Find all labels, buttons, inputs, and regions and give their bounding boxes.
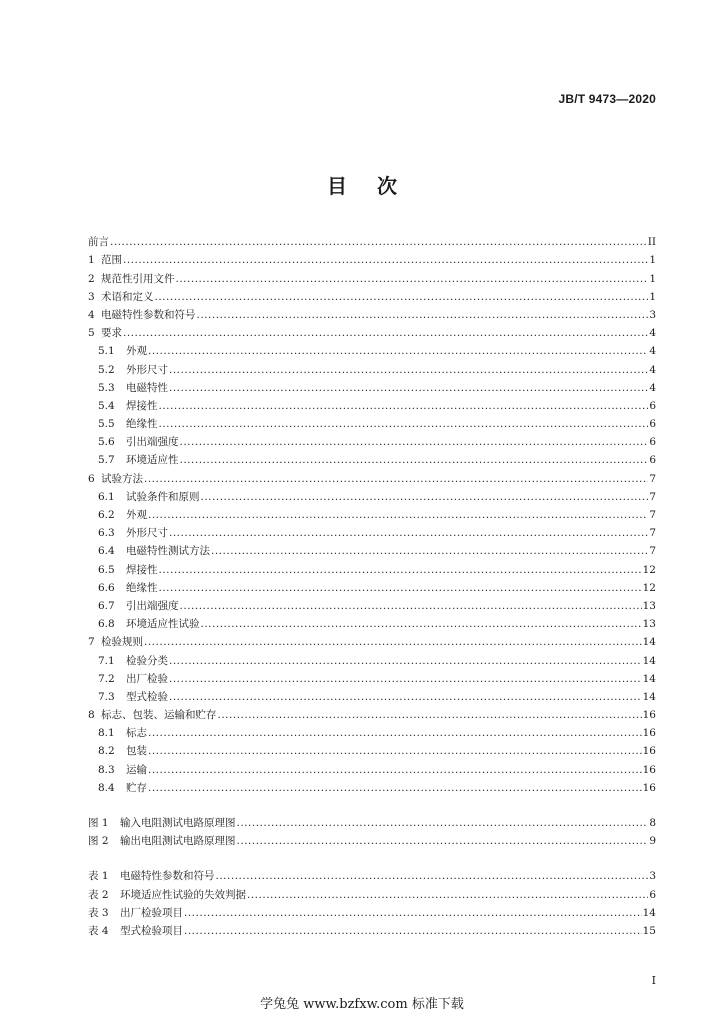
toc-entry[interactable] [88,413,656,431]
toc-entry-page: 15 [642,924,656,937]
toc-leader-dots [176,272,649,286]
page-number: I [651,974,656,987]
toc-entry-number: 表 4 [88,924,109,937]
toc-entry-page: 7 [649,490,656,503]
toc-entry-label: 绝缘性 [126,418,158,431]
toc-entry-number: 表 2 [88,888,109,901]
toc-leader-dots [197,308,649,322]
toc-entry[interactable] [88,286,656,304]
toc-entry-label: 焊接性 [126,563,158,576]
toc-leader-dots [180,599,642,613]
toc-entry[interactable] [88,304,656,322]
toc-entry[interactable] [88,504,656,522]
page-title: 目次 [327,174,427,198]
toc-entry-page: 16 [642,781,656,794]
toc-entry-page: II [647,236,656,249]
toc-entry[interactable] [88,231,656,249]
toc-entry[interactable] [88,249,656,267]
toc-entry-page: 3 [649,870,656,883]
toc-entry-number: 7.3 [98,690,115,703]
toc-entry-page: 12 [642,581,656,594]
toc-leader-dots [148,744,642,758]
toc-leader-dots [144,635,642,649]
toc-entry-number: 5.1 [98,345,115,358]
toc-entry[interactable] [88,758,656,776]
toc-entry-page: 6 [649,454,656,467]
toc-entry-label: 试验方法 [101,472,143,485]
toc-entry-page: 3 [649,308,656,321]
toc-leader-dots [148,763,642,777]
table-of-contents [88,231,656,938]
toc-entry[interactable] [88,649,656,667]
toc-leader-dots [201,490,649,504]
toc-entry-number: 5.3 [98,381,115,394]
toc-entry[interactable] [88,722,656,740]
toc-entry-number: 6.1 [98,490,115,503]
toc-entry-number: 7 [88,636,95,649]
toc-entry-page: 16 [642,709,656,722]
toc-entry-number: 2 [88,272,95,285]
toc-entry[interactable] [88,704,656,722]
toc-sections [88,231,656,795]
toc-entry-page: 14 [642,690,656,703]
toc-entry[interactable] [88,920,656,938]
toc-entry[interactable] [88,431,656,449]
toc-leader-dots [237,816,649,830]
toc-entry-number: 6.8 [98,618,115,631]
toc-entry-label: 规范性引用文件 [101,272,175,285]
toc-leader-dots [123,326,648,340]
toc-entry-label: 电磁特性参数和符号 [101,308,196,321]
toc-entry[interactable] [88,449,656,467]
toc-entry[interactable] [88,377,656,395]
toc-leader-dots [180,435,649,449]
toc-entry-page: 6 [649,436,656,449]
toc-entry[interactable] [88,595,656,613]
toc-entry-page: 7 [649,509,656,521]
toc-entry-label: 引出端强度 [126,599,179,612]
toc-entry-page: 7 [649,472,656,485]
standard-number: JB/T 9473—2020 [558,92,656,106]
toc-entry-number: 8.1 [98,727,115,740]
toc-leader-dots [144,472,648,486]
toc-entry-page: 14 [642,672,656,685]
toc-entry-number: 1 [88,254,95,267]
toc-entry-page: 4 [649,381,656,394]
toc-leader-dots [148,726,642,740]
toc-entry[interactable] [88,631,656,649]
toc-entry[interactable] [88,522,656,540]
toc-entry-number: 5.7 [98,454,115,467]
toc-entry-page: 14 [642,636,656,649]
toc-entry-label: 型式检验 [126,690,168,703]
toc-entry-page: 14 [642,906,656,919]
toc-entry-page: 1 [649,290,656,303]
toc-entry-page: 6 [649,399,656,412]
toc-leader-dots [148,344,648,358]
toc-entry-number: 4 [88,308,95,321]
toc-entry-label: 外观 [126,345,147,358]
toc-entry[interactable] [88,740,656,758]
toc-entry-page: 4 [649,345,656,358]
toc-entry[interactable] [88,830,656,848]
toc-entry-page: 13 [642,599,656,612]
toc-entry-page: 6 [649,888,656,901]
toc-entry-label: 环境适应性试验 [126,618,200,631]
toc-leader-dots [169,690,642,704]
toc-entry-number: 8.4 [98,781,115,794]
toc-leader-dots [211,544,648,558]
toc-leader-dots [159,563,642,577]
toc-entry-page: 6 [649,418,656,431]
toc-entry[interactable] [88,358,656,376]
toc-entry[interactable] [88,883,656,901]
toc-leader-dots [247,888,648,902]
toc-entry-label: 外观 [126,509,147,521]
toc-entry-label: 输入电阻测试电路原理图 [120,817,236,829]
toc-entry-number: 表 3 [88,906,109,919]
toc-entry[interactable] [88,577,656,595]
toc-leader-dots [123,253,648,267]
toc-entry-number: 图 1 [88,817,109,829]
toc-entry-number: 5.4 [98,399,115,412]
toc-leader-dots [169,654,642,668]
toc-entry-label: 外形尺寸 [126,363,168,376]
toc-entry-number: 5.5 [98,418,115,431]
toc-entry-page: 13 [642,618,656,631]
toc-entry[interactable] [88,686,656,704]
toc-entry-label: 输出电阻测试电路原理图 [120,835,236,848]
toc-entry-number: 6 [88,472,95,485]
toc-entry-label: 贮存 [126,781,147,794]
toc-entry-label: 电磁特性测试方法 [126,545,210,558]
toc-entry-page: 1 [649,272,656,285]
toc-entry-label: 检验分类 [126,654,168,667]
toc-figures [88,812,656,848]
toc-entry[interactable] [88,340,656,358]
toc-entry-page: 16 [642,763,656,776]
toc-entry-label: 运输 [126,763,147,776]
toc-leader-dots [169,381,648,395]
toc-entry-page: 1 [649,254,656,267]
toc-entry-label: 前言 [88,236,109,249]
toc-entry-number: 6.7 [98,599,115,612]
toc-entry-number: 5 [88,327,95,340]
toc-leader-dots [180,453,649,467]
toc-leader-dots [159,581,642,595]
toc-entry[interactable] [88,668,656,686]
toc-entry-number: 7.1 [98,654,115,667]
toc-entry-number: 图 2 [88,835,109,848]
toc-entry-label: 范围 [101,254,122,267]
toc-entry-page: 8 [649,817,656,829]
toc-entry-page: 4 [649,363,656,376]
toc-entry-label: 包装 [126,745,147,758]
toc-entry-number: 8.3 [98,763,115,776]
toc-entry-number: 6.5 [98,563,115,576]
toc-entry-label: 出厂检验项目 [120,906,183,919]
toc-entry-page: 16 [642,745,656,758]
toc-leader-dots [218,708,642,722]
toc-entry-page: 7 [649,545,656,558]
toc-entry-page: 14 [642,654,656,667]
toc-leader-dots [201,617,642,631]
toc-entry-label: 试验条件和原则 [126,490,200,503]
toc-leader-dots [148,781,642,795]
toc-entry[interactable] [88,322,656,340]
toc-entry[interactable] [88,395,656,413]
toc-leader-dots [110,235,647,249]
toc-entry-number: 6.6 [98,581,115,594]
toc-entry-number: 6.4 [98,545,115,558]
toc-entry-label: 术语和定义 [101,290,154,303]
toc-entry-label: 绝缘性 [126,581,158,594]
toc-entry-label: 外形尺寸 [126,527,168,540]
toc-entry-label: 环境适应性 [126,454,179,467]
toc-entry[interactable] [88,267,656,285]
toc-entry-number: 5.6 [98,436,115,449]
toc-entry-label: 检验规则 [101,636,143,649]
toc-entry-label: 电磁特性参数和符号 [120,870,215,883]
toc-entry[interactable] [88,865,656,883]
toc-entry-label: 焊接性 [126,399,158,412]
toc-leader-dots [159,399,649,413]
toc-entry[interactable] [88,558,656,576]
toc-entry-page: 4 [649,327,656,340]
toc-entry-number: 7.2 [98,672,115,685]
toc-entry-label: 环境适应性试验的失效判据 [120,888,246,901]
toc-entry[interactable] [88,613,656,631]
toc-entry-page: 9 [649,835,656,848]
toc-entry-number: 6.2 [98,509,115,521]
toc-entry[interactable] [88,902,656,920]
toc-entry-page: 16 [642,727,656,740]
toc-entry-label: 标志、包装、运输和贮存 [101,709,217,722]
toc-entry[interactable] [88,812,656,830]
toc-entry-number: 表 1 [88,870,109,883]
toc-leader-dots [216,869,649,883]
toc-leader-dots [169,363,648,377]
toc-entry-number: 8 [88,709,95,722]
toc-entry-page: 7 [649,527,656,540]
toc-entry-number: 6.3 [98,527,115,540]
toc-leader-dots [155,290,649,304]
watermark-footer: 学兔兔 www.bzfxw.com 标准下载 [260,997,464,1012]
toc-leader-dots [148,508,648,522]
toc-entry-page: 12 [642,563,656,576]
toc-leader-dots [237,834,649,848]
toc-leader-dots [169,526,648,540]
toc-entry-label: 电磁特性 [126,381,168,394]
toc-entry-label: 要求 [101,327,122,340]
toc-leader-dots [169,672,642,686]
toc-entry[interactable] [88,486,656,504]
toc-entry-number: 8.2 [98,745,115,758]
toc-entry[interactable] [88,777,656,795]
toc-leader-dots [159,417,649,431]
toc-entry-label: 出厂检验 [126,672,168,685]
toc-entry-label: 型式检验项目 [120,924,183,937]
toc-entry-label: 标志 [126,727,147,740]
toc-entry[interactable] [88,540,656,558]
toc-tables [88,865,656,938]
toc-entry[interactable] [88,467,656,485]
toc-entry-label: 引出端强度 [126,436,179,449]
toc-entry-number: 5.2 [98,363,115,376]
toc-leader-dots [184,906,642,920]
toc-entry-number: 3 [88,290,95,303]
toc-leader-dots [184,924,642,938]
